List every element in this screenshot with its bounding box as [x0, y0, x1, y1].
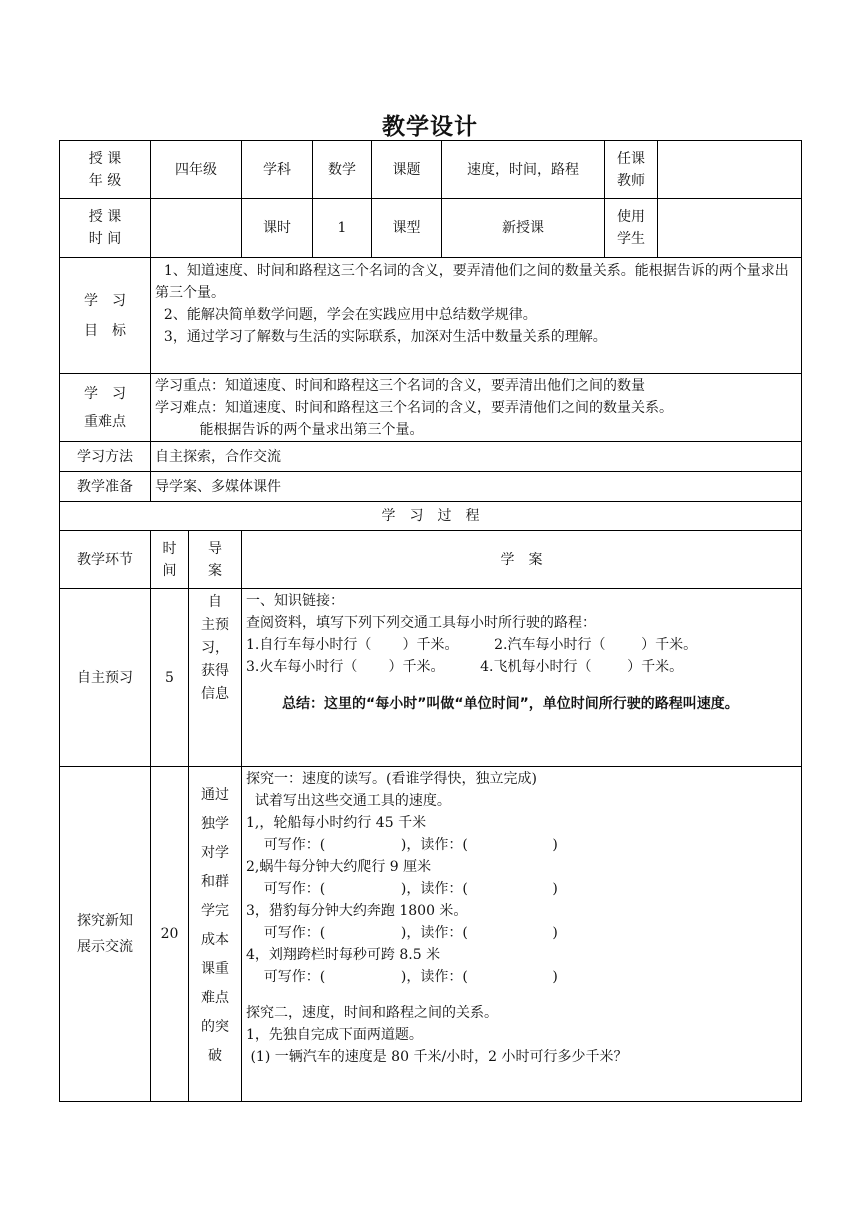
teacher-value — [658, 141, 802, 199]
col-time: 时 间 — [151, 531, 189, 589]
stage2-plan — [242, 767, 802, 1102]
plan-line: 3，猎豹每分钟大约奔跑 1800 米。 — [246, 903, 468, 919]
plan-line: 4，刘翔跨栏时每秒可跨 8.5 米 — [246, 947, 441, 963]
keypoints-content — [151, 374, 802, 442]
grade-label: 授 课 年 级 — [60, 141, 151, 199]
objective-item: 3，通过学习了解数与生活的实际联系，加深对生活中数量关系的理解。 — [155, 329, 607, 345]
plan-line: 1，先独自完成下面两道题。 — [246, 1027, 423, 1043]
students-value — [658, 199, 802, 258]
type-label: 课型 — [372, 199, 442, 258]
students-label: 使用 学生 — [605, 199, 658, 258]
plan-line: 探究一：速度的读写。(看谁学得快，独立完成) — [246, 771, 537, 787]
plan-line: 探究二，速度，时间和路程之间的关系。 — [246, 1005, 498, 1021]
plan-line: 试着写出这些交通工具的速度。 — [246, 793, 451, 809]
plan-line: 可写作：( )，读作：( ) — [246, 881, 558, 897]
stage2-name: 探究新知 展示交流 — [60, 767, 151, 1102]
method-label: 学习方法 — [60, 442, 151, 472]
plan-line: 可写作：( )，读作：( ) — [246, 969, 558, 985]
method-value: 自主探索，合作交流 — [151, 442, 802, 472]
col-plan: 学 案 — [242, 531, 802, 589]
plan-line — [246, 988, 797, 1002]
plan-line: 可写作：( )，读作：( ) — [246, 837, 558, 853]
col-guide: 导 案 — [189, 531, 242, 589]
subject-label: 学科 — [242, 141, 313, 199]
difficult-point: 学习难点：知道速度、时间和路程这三个名词的含义，要弄清他们之间的数量关系。 — [155, 400, 673, 416]
plan-line: 2,蜗牛每分钟大约爬行 9 厘米 — [246, 859, 432, 875]
col-stage: 教学环节 — [60, 531, 151, 589]
plan-line: 可写作：( )，读作：( ) — [246, 925, 558, 941]
time-value — [151, 199, 242, 258]
plan-line: 1.自行车每小时行（ ）千米。 2.汽车每小时行（ ）千米。 — [246, 637, 698, 653]
time-label: 授 课 时 间 — [60, 199, 151, 258]
stage1-guide: 自 主预 习， 获得 信息 — [189, 589, 242, 767]
stage2-time: 20 — [151, 767, 189, 1102]
period-label: 课时 — [242, 199, 313, 258]
objective-item: 2、能解决简单数学问题，学会在实践应用中总结数学规律。 — [155, 307, 537, 323]
topic-value: 速度，时间，路程 — [442, 141, 605, 199]
plan-line: (1) 一辆汽车的速度是 80 千米/小时，2 小时可行多少千米？ — [246, 1049, 628, 1065]
process-title: 学 习 过 程 — [60, 502, 802, 531]
prep-value: 导学案、多媒体课件 — [151, 472, 802, 502]
objectives-content — [151, 258, 802, 374]
teacher-label: 任课 教师 — [605, 141, 658, 199]
stage1-name: 自主预习 — [60, 589, 151, 767]
plan-line: 3.火车每小时行（ ）千米。 4.飞机每小时行（ ）千米。 — [246, 659, 684, 675]
stage2-guide: 通过 独学 对学 和群 学完 成本 课重 难点 的突 破 — [189, 767, 242, 1102]
objective-item: 1、知道速度、时间和路程这三个名词的含义，要弄清他们之间的数量关系。能根据告诉的两个量求出第三个量。 — [155, 263, 789, 301]
document-title: 教学设计 — [382, 114, 478, 140]
keypoints-label: 学 习 重难点 — [60, 374, 151, 442]
plan-line: 查阅资料，填写下列下列交通工具每小时所行驶的路程： — [246, 615, 596, 631]
lesson-plan-table — [59, 140, 802, 1102]
stage1-plan — [242, 589, 802, 767]
plan-line: 一、知识链接： — [246, 593, 344, 609]
type-value: 新授课 — [442, 199, 605, 258]
subject-value: 数学 — [313, 141, 372, 199]
plan-line: 1,，轮船每小时约行 45 千米 — [246, 815, 427, 831]
prep-label: 教学准备 — [60, 472, 151, 502]
stage1-time: 5 — [151, 589, 189, 767]
grade-value: 四年级 — [151, 141, 242, 199]
objectives-label: 学 习 目 标 — [60, 258, 151, 374]
summary-text: 总结：这里的“每小时”叫做“单位时间”，单位时间所行驶的路程叫速度。 — [282, 696, 739, 712]
topic-label: 课题 — [372, 141, 442, 199]
key-point: 学习重点：知道速度、时间和路程这三个名词的含义，要弄清出他们之间的数量 — [155, 378, 645, 394]
difficult-point-cont: 能根据告诉的两个量求出第三个量。 — [155, 422, 424, 438]
period-value: 1 — [313, 199, 372, 258]
